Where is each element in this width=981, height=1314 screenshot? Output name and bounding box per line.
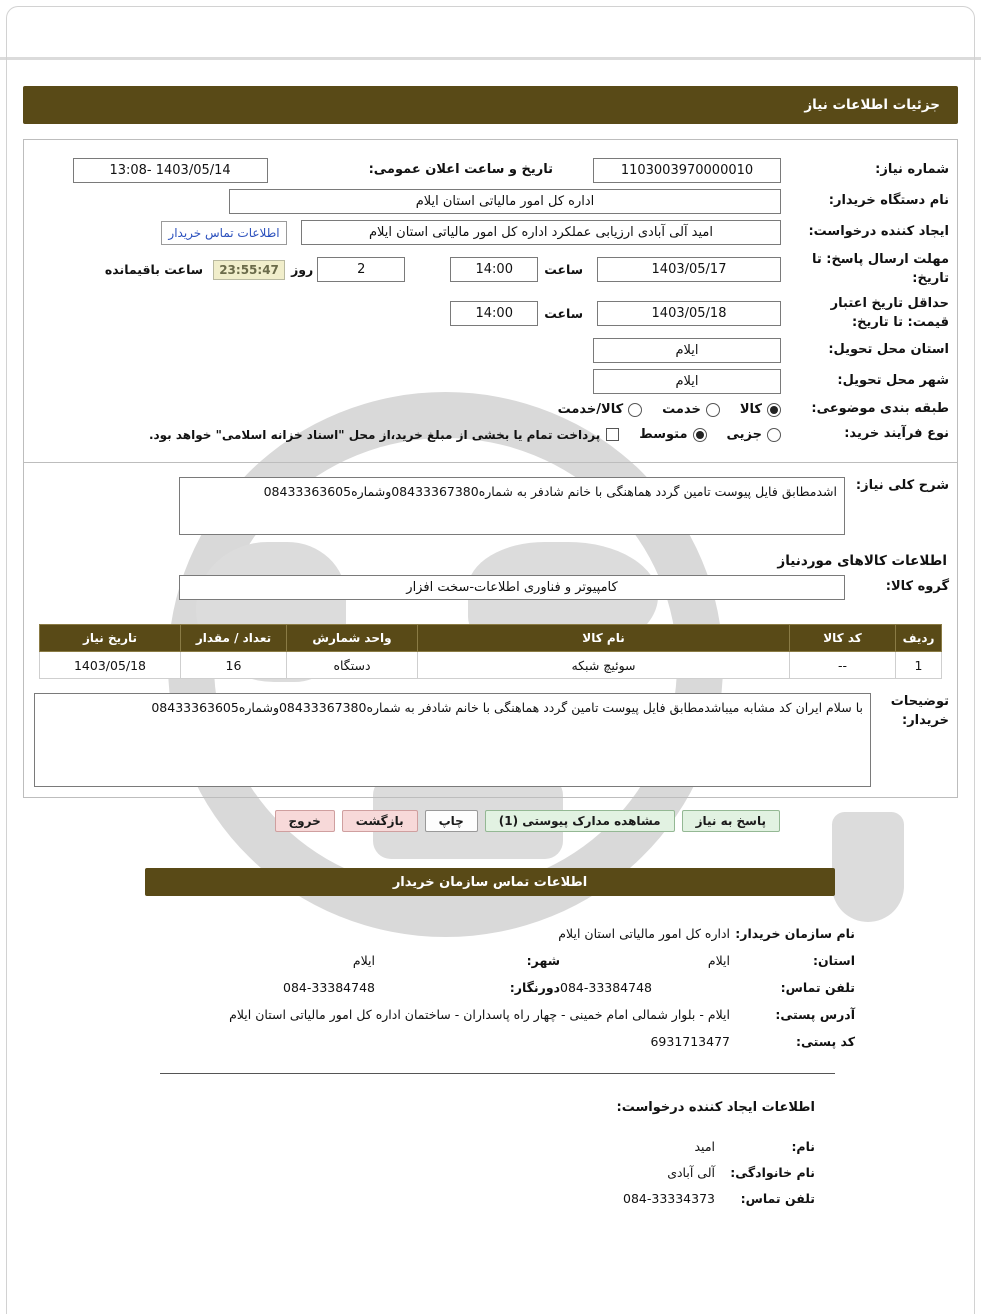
buyer-notes-label: توضیحات خریدار:	[890, 694, 949, 728]
reply-deadline-time-label: ساعت	[544, 262, 583, 278]
option-minor-label: جزیی	[726, 427, 762, 443]
back-button[interactable]: بازگشت	[342, 810, 418, 832]
col-row-number: ردیف	[896, 625, 942, 652]
postal-code-label: کد پستی:	[795, 1034, 855, 1050]
row-buyer-org	[32, 189, 949, 214]
delivery-province-label: استان محل تحویل:	[828, 342, 949, 358]
reply-deadline-days-label: روز	[291, 262, 314, 278]
option-service-label: خدمت	[662, 402, 701, 418]
creator-phone-label: تلفن تماس:	[740, 1191, 815, 1207]
remaining-time-countdown: 23:55:47	[213, 260, 285, 280]
reply-deadline-days-field[interactable]: 2	[317, 257, 405, 282]
cell-item-code: --	[790, 652, 896, 679]
option-goods-service[interactable]	[558, 402, 643, 417]
section-header-need-details	[23, 86, 958, 124]
option-goods-label: کالا	[739, 402, 762, 418]
request-creator-info-title: اطلاعات ایجاد کننده درخواست:	[616, 1100, 815, 1116]
item-group-field[interactable]: کامپیوتر و فناوری اطلاعات-سخت افزار	[179, 575, 845, 600]
buyer-contact-link[interactable]: اطلاعات تماس خریدار	[161, 221, 287, 245]
print-button[interactable]: چاپ	[425, 810, 478, 832]
option-medium[interactable]	[639, 427, 706, 442]
radio-medium-icon[interactable]	[693, 428, 707, 442]
row-creator-phone	[166, 1189, 815, 1208]
row-need-number	[32, 158, 949, 183]
col-need-date: تاریخ نیاز	[40, 625, 181, 652]
last-name-value: آلی آبادی	[667, 1165, 715, 1181]
need-items-panel	[23, 462, 958, 798]
row-postal-address	[100, 1005, 855, 1024]
postal-address-label: آدرس پستی:	[775, 1007, 855, 1023]
option-service[interactable]	[662, 402, 720, 417]
col-count-unit: واحد شمارش	[287, 625, 418, 652]
section-header-buyer-contact	[145, 868, 835, 896]
last-name-label: نام خانوادگی:	[730, 1165, 815, 1181]
price-validity-label: حداقل تاریخ اعتبار قیمت: تا تاریخ:	[830, 295, 949, 330]
cell-quantity: 16	[181, 652, 287, 679]
postal-address-value: ایلام - بلوار شمالی امام خمینی - چهار راه پاسداران - ساختمان اداره کل امور مالیاتی استان ایلام	[229, 1007, 730, 1023]
row-province-city	[100, 951, 855, 970]
price-validity-date-field[interactable]: 1403/05/18	[597, 301, 781, 326]
col-item-code: کد کالا	[790, 625, 896, 652]
first-name-value: امید	[694, 1139, 715, 1155]
price-validity-time-field[interactable]: 14:00	[450, 301, 538, 326]
remaining-time-label: ساعت باقیمانده	[104, 262, 204, 278]
announce-datetime-label: تاریخ و ساعت اعلان عمومی:	[368, 162, 553, 178]
row-price-validity	[32, 295, 949, 333]
exit-button[interactable]: خروج	[275, 810, 335, 832]
row-first-name	[166, 1137, 815, 1156]
reply-deadline-label: مهلت ارسال پاسخ: تا تاریخ:	[811, 252, 949, 286]
fax-value: 084-33384748	[283, 980, 375, 996]
section-divider	[160, 1073, 835, 1074]
option-goods[interactable]	[740, 402, 781, 417]
cell-item-name: سوئیچ شبکه	[418, 652, 790, 679]
price-validity-time-label: ساعت	[544, 306, 583, 322]
radio-goods-service-icon[interactable]	[628, 403, 642, 417]
reply-to-need-button[interactable]: پاسخ به نیاز	[682, 810, 780, 832]
row-purchase-process-type	[32, 425, 949, 444]
buyer-notes-textarea[interactable]: با سلام ایران کد مشابه میباشدمطابق فایل پیوست تامین گردد هماهنگی با خانم شادفر به شماره08433367380وشماره08433363605	[34, 693, 871, 787]
cell-row-number: 1	[896, 652, 942, 679]
row-org-name	[100, 924, 855, 943]
items-table	[39, 624, 942, 679]
row-postal-code	[100, 1032, 855, 1051]
postal-code-value: 6931713477	[650, 1034, 730, 1050]
org-name-value: اداره کل امور مالیاتی استان ایلام	[558, 926, 730, 942]
item-group-label: گروه کالا:	[885, 579, 949, 595]
province-label: استان:	[812, 953, 855, 969]
purchase-process-label: نوع فرآیند خرید:	[844, 426, 949, 442]
request-creator-field[interactable]: امید آلی آبادی ارزیابی عملکرد اداره کل امور مالیاتی استان ایلام	[301, 220, 781, 245]
row-item-group	[32, 575, 949, 600]
city-value: ایلام	[352, 953, 375, 969]
row-delivery-city	[32, 369, 949, 394]
buyer-contact-title: اطلاعات تماس سازمان خریدار	[392, 874, 588, 890]
action-buttons	[23, 810, 958, 832]
need-description-label: شرح کلی نیاز:	[855, 478, 949, 494]
treasury-checkbox-icon[interactable]	[606, 428, 619, 441]
reply-deadline-time-field[interactable]: 14:00	[450, 257, 538, 282]
cell-need-date: 1403/05/18	[40, 652, 181, 679]
need-details-title: جزئیات اطلاعات نیاز	[804, 97, 940, 113]
announce-datetime-field[interactable]: 13:08- 1403/05/14	[73, 158, 268, 183]
need-info-panel	[23, 139, 958, 463]
row-request-creator	[32, 220, 949, 245]
radio-service-icon[interactable]	[706, 403, 720, 417]
city-label: شهر:	[526, 953, 560, 969]
creator-phone-value: 084-33334373	[623, 1191, 715, 1207]
row-buyer-notes	[32, 693, 949, 787]
row-delivery-province	[32, 338, 949, 363]
row-subject-category	[32, 400, 949, 419]
radio-minor-icon[interactable]	[767, 428, 781, 442]
row-last-name	[166, 1163, 815, 1182]
need-description-textarea[interactable]: اشدمطابق فایل پیوست تامین گردد هماهنگی با خانم شادفر به شماره08433367380وشماره08433363605	[179, 477, 845, 535]
delivery-city-label: شهر محل تحویل:	[837, 373, 949, 389]
col-item-name: نام کالا	[418, 625, 790, 652]
fax-label: دورنگار:	[509, 980, 560, 996]
cell-count-unit: دستگاه	[287, 652, 418, 679]
buyer-contact-info	[100, 924, 855, 1051]
option-goods-service-label: کالا/خدمت	[557, 402, 624, 418]
subject-category-label: طبقه بندی موضوعی:	[811, 401, 949, 417]
province-value: ایلام	[707, 953, 730, 969]
option-medium-label: متوسط	[639, 427, 688, 443]
required-items-title: اطلاعات کالاهای موردنیاز	[777, 553, 947, 570]
buyer-org-label: نام دستگاه خریدار:	[828, 193, 949, 209]
first-name-label: نام:	[791, 1139, 815, 1155]
need-number-label: شماره نیاز:	[875, 162, 949, 178]
phone-value: 084-33384748	[560, 980, 652, 996]
row-need-description	[32, 477, 949, 535]
option-minor[interactable]	[727, 427, 782, 442]
org-name-label: نام سازمان خریدار:	[735, 926, 855, 942]
row-reply-deadline	[32, 251, 949, 289]
request-creator-info	[166, 1100, 815, 1208]
delivery-city-field[interactable]: ایلام	[593, 369, 781, 394]
radio-goods-icon[interactable]	[767, 403, 781, 417]
delivery-province-field[interactable]: ایلام	[593, 338, 781, 363]
reply-deadline-date-field[interactable]: 1403/05/17	[597, 257, 781, 282]
col-quantity: تعداد / مقدار	[181, 625, 287, 652]
phone-label: تلفن تماس:	[780, 980, 855, 996]
row-phone-fax	[100, 978, 855, 997]
treasury-payment-option[interactable]	[149, 428, 619, 442]
need-number-field[interactable]: 1103003970000010	[593, 158, 781, 183]
items-table-row	[40, 652, 942, 679]
treasury-checkbox-label: پرداخت تمام یا بخشی از مبلغ خرید،از محل "اسناد خزانه اسلامی" خواهد بود.	[148, 427, 601, 442]
request-creator-label: ایجاد کننده درخواست:	[808, 224, 949, 240]
buyer-org-field[interactable]: اداره کل امور مالیاتی استان ایلام	[229, 189, 781, 214]
view-attachments-button[interactable]: مشاهده مدارک پیوستی (1)	[485, 810, 675, 832]
items-table-header-row	[40, 625, 942, 652]
